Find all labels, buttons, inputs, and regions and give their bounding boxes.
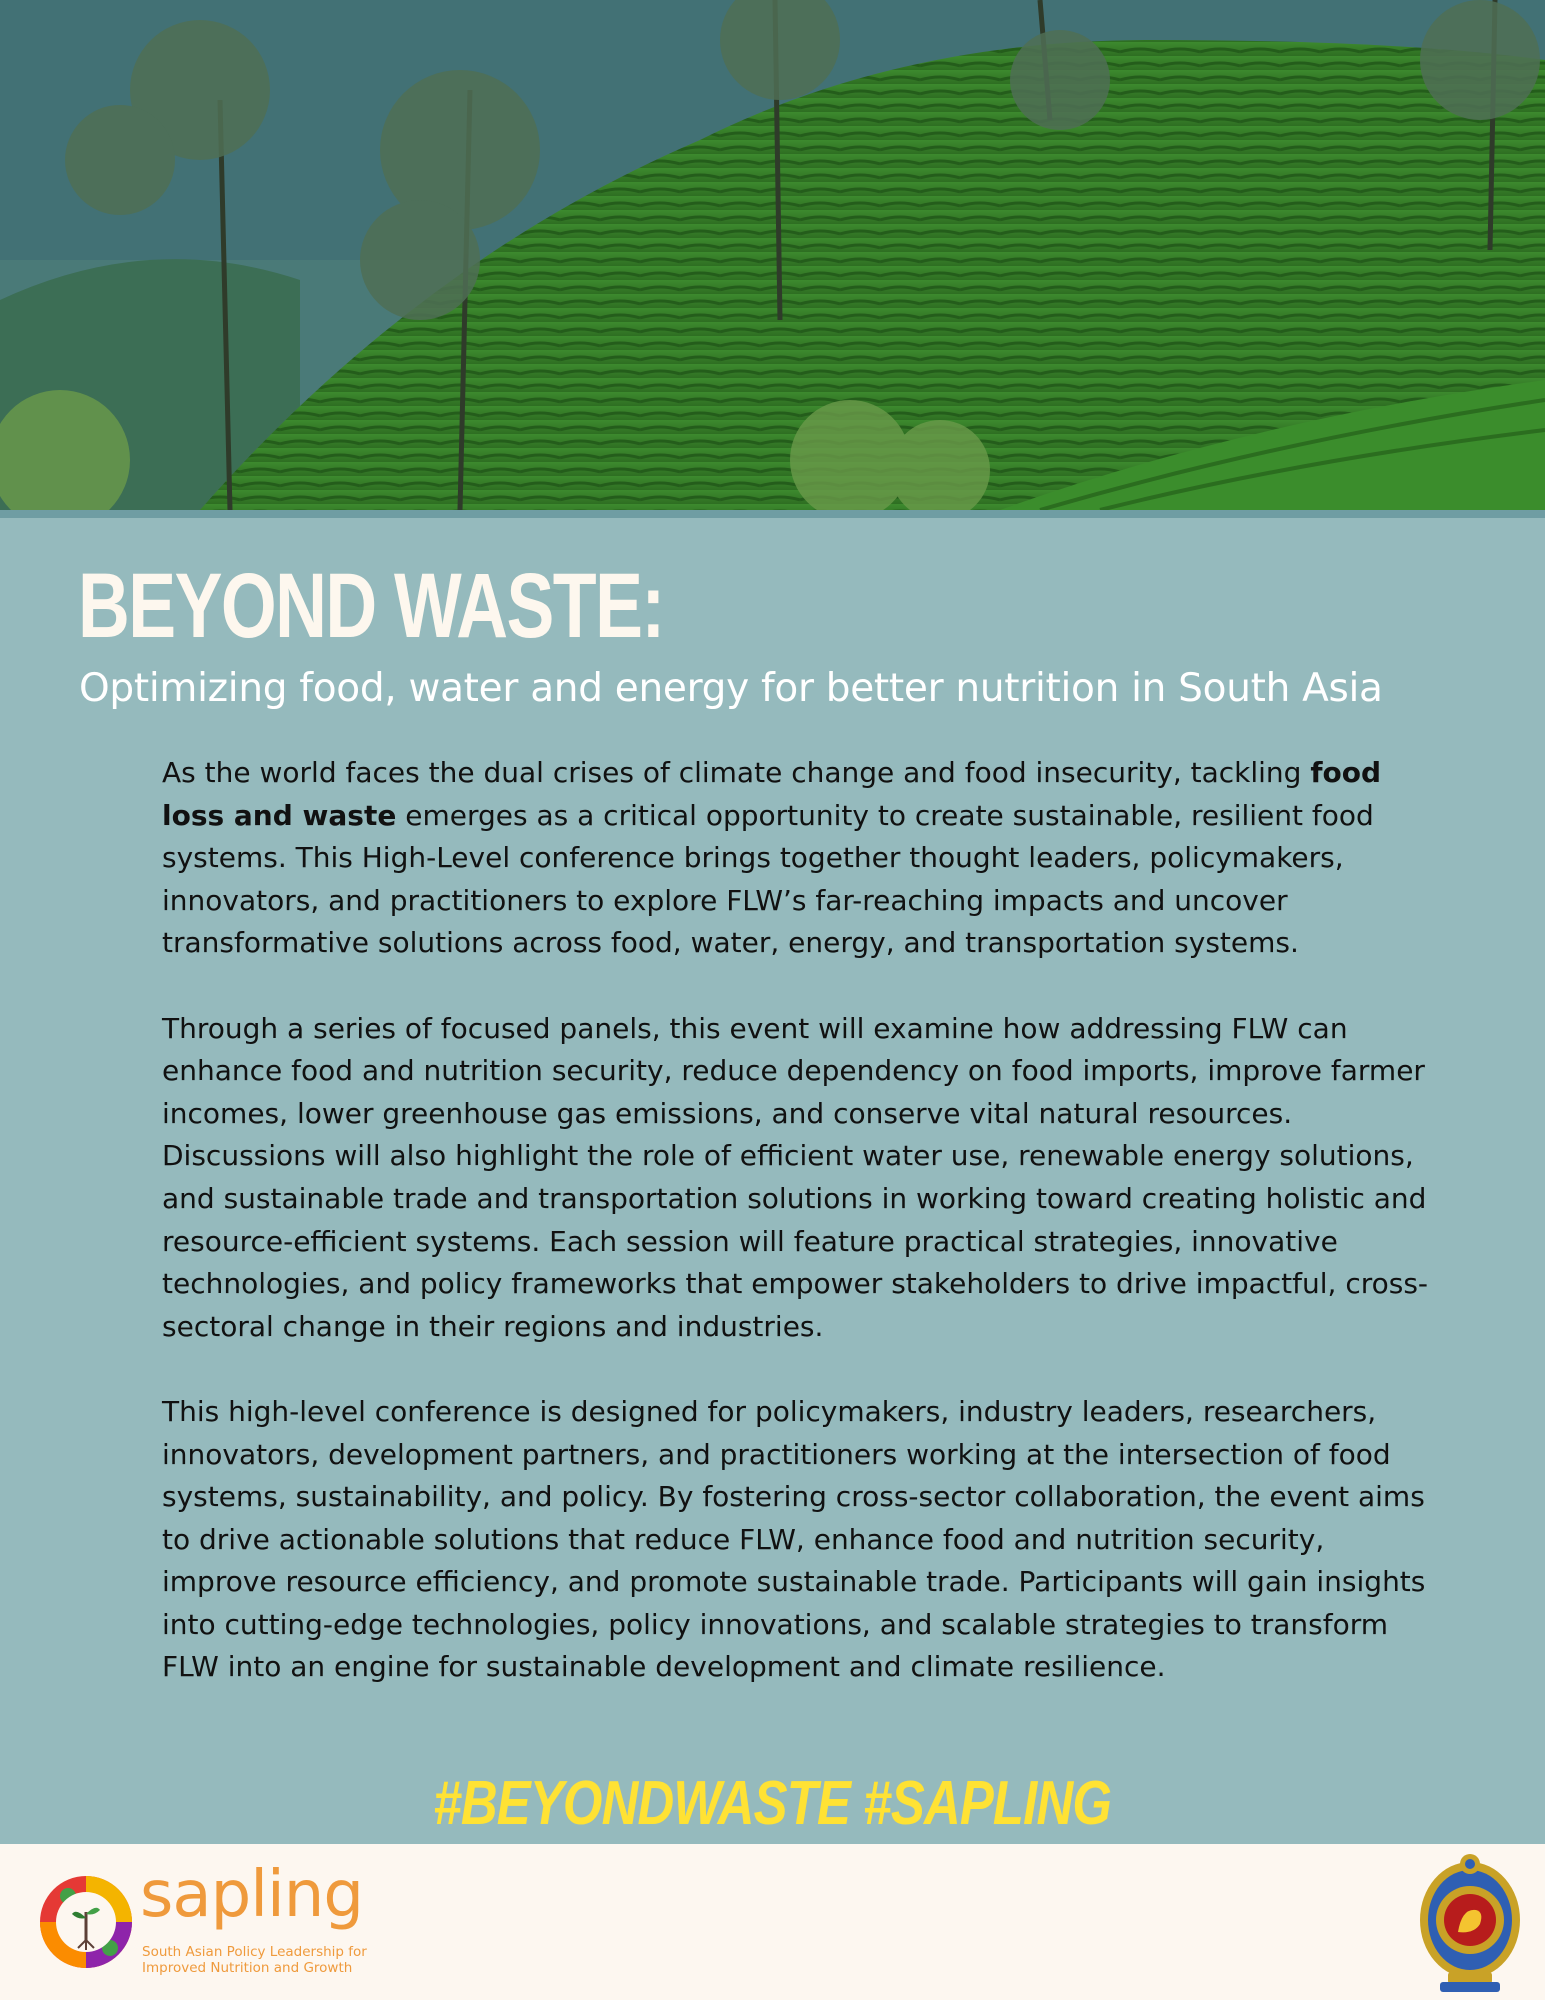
intro-text-start: As the world faces the dual crises of climate change and food insecurity, tackling bbox=[162, 756, 1311, 789]
sri-lanka-emblem-icon bbox=[1418, 1852, 1522, 1996]
org-name: sapling bbox=[140, 1858, 363, 1932]
footer bbox=[0, 1844, 1545, 2000]
paragraph-intro bbox=[162, 752, 1432, 965]
paragraph-audience: This high-level conference is designed for policymakers, industry leaders, researchers, innovators, development partners, and practitioners working at the intersection of food systems, sustainability, and policy. By fostering cross-sector collaboration, the event aims to drive actionable solutions that reduce FLW, enhance food and nutrition security, improve resource efficiency, and promote sustainable trade. Participants will gain insights into cutting-edge technologies, policy innovations, and scalable strategies to transform FLW into an engine for sustainable development and climate resilience. bbox=[162, 1394, 1426, 1684]
tea-plantation-photo bbox=[0, 0, 1545, 510]
page-subtitle: Optimizing food, water and energy for better nutrition in South Asia bbox=[79, 666, 1383, 711]
intro-text-end: emerges as a critical opportunity to create sustainable, resilient food systems. This High-Level conference brings together thought leaders, policymakers, innovators, and practitioners to explore FLW’s far-reaching impacts and uncover transformative solutions across food, water, energy, and transportation systems. bbox=[162, 798, 1374, 960]
hero-divider bbox=[0, 510, 1545, 518]
hashtag-text: #BEYONDWASTE #SAPLING bbox=[433, 1769, 1112, 1838]
paragraph-panels: Through a series of focused panels, this event will examine how addressing FLW can enhance food and nutrition security, reduce dependency on food imports, improve farmer incomes, lower greenhouse gas emissions, and conserve vital natural resources. Discussions will also highlight the role of efficient water use, renewable energy solutions, and sustainable trade and transportation solutions in working toward creating holistic and resource-efficient systems. Each session will feature practical strategies, innovative technologies, and policy frameworks that empower stakeholders to drive impactful, cross-sectoral change in their regions and industries. bbox=[162, 1011, 1429, 1343]
org-tagline: South Asian Policy Leadership for Improved Nutrition and Growth bbox=[142, 1944, 367, 1976]
body-text bbox=[162, 752, 1432, 1732]
hashtags bbox=[0, 1768, 1545, 1839]
page-title: BEYOND WASTE: bbox=[78, 555, 664, 657]
intro-text-bold: food loss and waste bbox=[162, 756, 1382, 832]
hero-image bbox=[0, 0, 1545, 510]
sapling-logo-icon bbox=[38, 1874, 134, 1970]
